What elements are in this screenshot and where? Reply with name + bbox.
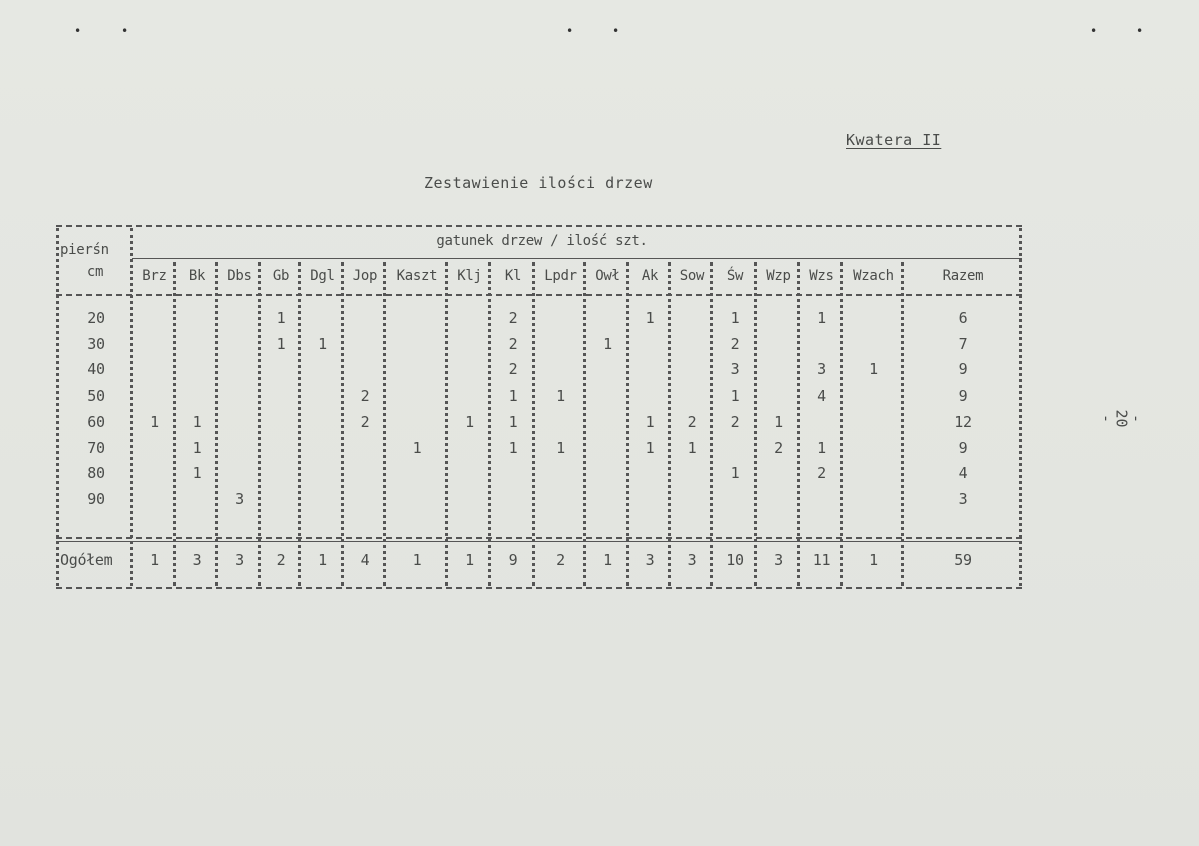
table-cell: 1: [150, 413, 159, 431]
total-cell: 59: [954, 551, 972, 569]
total-cell: 10: [726, 551, 744, 569]
table-cell: 1: [645, 413, 655, 431]
table-cell: 3: [235, 490, 244, 508]
table-cell: 2: [508, 309, 518, 327]
table-cell: 3: [958, 490, 968, 508]
column-header: Brz: [142, 268, 167, 284]
group-header: gatunek drzew / ilość szt.: [436, 233, 648, 249]
table-cell: 2: [730, 335, 740, 353]
table-cell: 3: [730, 360, 740, 378]
table-cell: 12: [954, 413, 972, 431]
table-cell: 9: [958, 387, 968, 405]
punch-mark: •: [1090, 24, 1098, 38]
row-diameter-label: 80: [87, 464, 105, 482]
column-header: Klj: [457, 268, 482, 284]
table-cell: 2: [508, 360, 518, 378]
row-header-label: pierśn: [60, 242, 109, 258]
table-cell: 4: [958, 464, 968, 482]
column-header: Kl: [504, 268, 522, 284]
column-header: Dbs: [227, 268, 252, 284]
table-cell: 7: [958, 335, 968, 353]
column-header: Wzs: [809, 268, 834, 284]
table-cell: 1: [318, 335, 327, 353]
total-cell: 1: [465, 551, 474, 569]
table-cell: 1: [412, 439, 422, 457]
row-diameter-label: 70: [87, 439, 105, 457]
punch-mark: •: [566, 24, 574, 38]
table-cell: 1: [276, 335, 286, 353]
header-bottom-rule: [56, 294, 1022, 296]
table-top-rule: [56, 225, 1022, 227]
row-diameter-label: 30: [87, 335, 105, 353]
page-number-text: - 20 -: [1097, 409, 1146, 428]
row-diameter-label: 50: [87, 387, 105, 405]
table-cell: 6: [958, 309, 968, 327]
body-bottom-rule: [56, 537, 1022, 539]
table-cell: 2: [687, 413, 697, 431]
quarter-label: Kwatera II: [846, 131, 942, 149]
table-cell: 2: [730, 413, 740, 431]
table-cell: 2: [817, 464, 826, 482]
table-cell: 2: [360, 413, 370, 431]
punch-mark: •: [74, 24, 82, 38]
table-cell: 1: [603, 335, 612, 353]
table-cell: 1: [817, 309, 826, 327]
table-cell: 1: [556, 387, 565, 405]
table-cell: 1: [508, 387, 518, 405]
table-cell: 1: [556, 439, 565, 457]
punch-mark: •: [121, 24, 129, 38]
total-cell: 1: [150, 551, 159, 569]
table-cell: 1: [192, 413, 202, 431]
column-header: Sow: [679, 268, 705, 284]
total-cell: 4: [360, 551, 370, 569]
table-bottom-rule: [56, 587, 1022, 589]
table-cell: 1: [774, 413, 783, 431]
table-cell: 1: [869, 360, 878, 378]
table-cell: 9: [958, 360, 968, 378]
column-header: Wzach: [853, 268, 894, 284]
column-header: Dgl: [310, 268, 335, 284]
table-cell: 1: [645, 439, 655, 457]
left-border: [56, 228, 62, 586]
total-cell: 2: [276, 551, 286, 569]
table-cell: 1: [276, 309, 286, 327]
table-cell: 4: [817, 387, 826, 405]
table-cell: 1: [192, 464, 202, 482]
total-cell: 3: [192, 551, 202, 569]
table-cell: 1: [508, 413, 518, 431]
table-cell: 1: [508, 439, 518, 457]
table-cell: 1: [192, 439, 202, 457]
table-cell: 1: [465, 413, 474, 431]
total-cell: 1: [412, 551, 422, 569]
total-cell: 3: [235, 551, 244, 569]
total-cell: 1: [869, 551, 878, 569]
total-row-label: Ogółem: [60, 551, 113, 569]
column-header: Ak: [641, 268, 659, 284]
column-header: Kaszt: [396, 268, 438, 284]
column-header: Razem: [942, 268, 984, 284]
total-cell: 1: [318, 551, 327, 569]
total-cell: 3: [645, 551, 655, 569]
body-bottom-rule-2: [56, 541, 1022, 542]
table-cell: 1: [730, 387, 740, 405]
row-diameter-label: 60: [87, 413, 105, 431]
column-header: Lpdr: [544, 268, 577, 284]
row-diameter-label: 40: [87, 360, 105, 378]
table-cell: 2: [508, 335, 518, 353]
column-header: Św: [726, 268, 744, 284]
table-cell: 9: [958, 439, 968, 457]
document-title: Zestawienie ilości drzew: [424, 174, 653, 192]
row-header-unit: cm: [86, 264, 104, 280]
table-cell: 1: [645, 309, 655, 327]
total-cell: 3: [774, 551, 783, 569]
column-header: Owł: [595, 268, 620, 284]
table-cell: 1: [730, 309, 740, 327]
table-cell: 2: [360, 387, 370, 405]
group-header-rule: [132, 258, 1022, 259]
row-diameter-label: 20: [87, 309, 105, 327]
column-header: Bk: [188, 268, 206, 284]
table-cell: 2: [774, 439, 783, 457]
table-cell: 1: [817, 439, 826, 457]
column-header: Wzp: [766, 268, 791, 284]
total-cell: 1: [603, 551, 612, 569]
punch-mark: •: [612, 24, 620, 38]
column-separator: [583, 262, 589, 586]
column-header: Gb: [272, 268, 290, 284]
column-header: Jop: [352, 268, 378, 284]
table-cell: 1: [687, 439, 697, 457]
punch-mark: •: [1136, 24, 1144, 38]
row-diameter-label: 90: [87, 490, 105, 508]
total-cell: 9: [508, 551, 518, 569]
table-cell: 1: [730, 464, 740, 482]
total-cell: 2: [556, 551, 565, 569]
total-cell: 11: [812, 551, 831, 569]
table-cell: 3: [817, 360, 826, 378]
total-cell: 3: [687, 551, 697, 569]
